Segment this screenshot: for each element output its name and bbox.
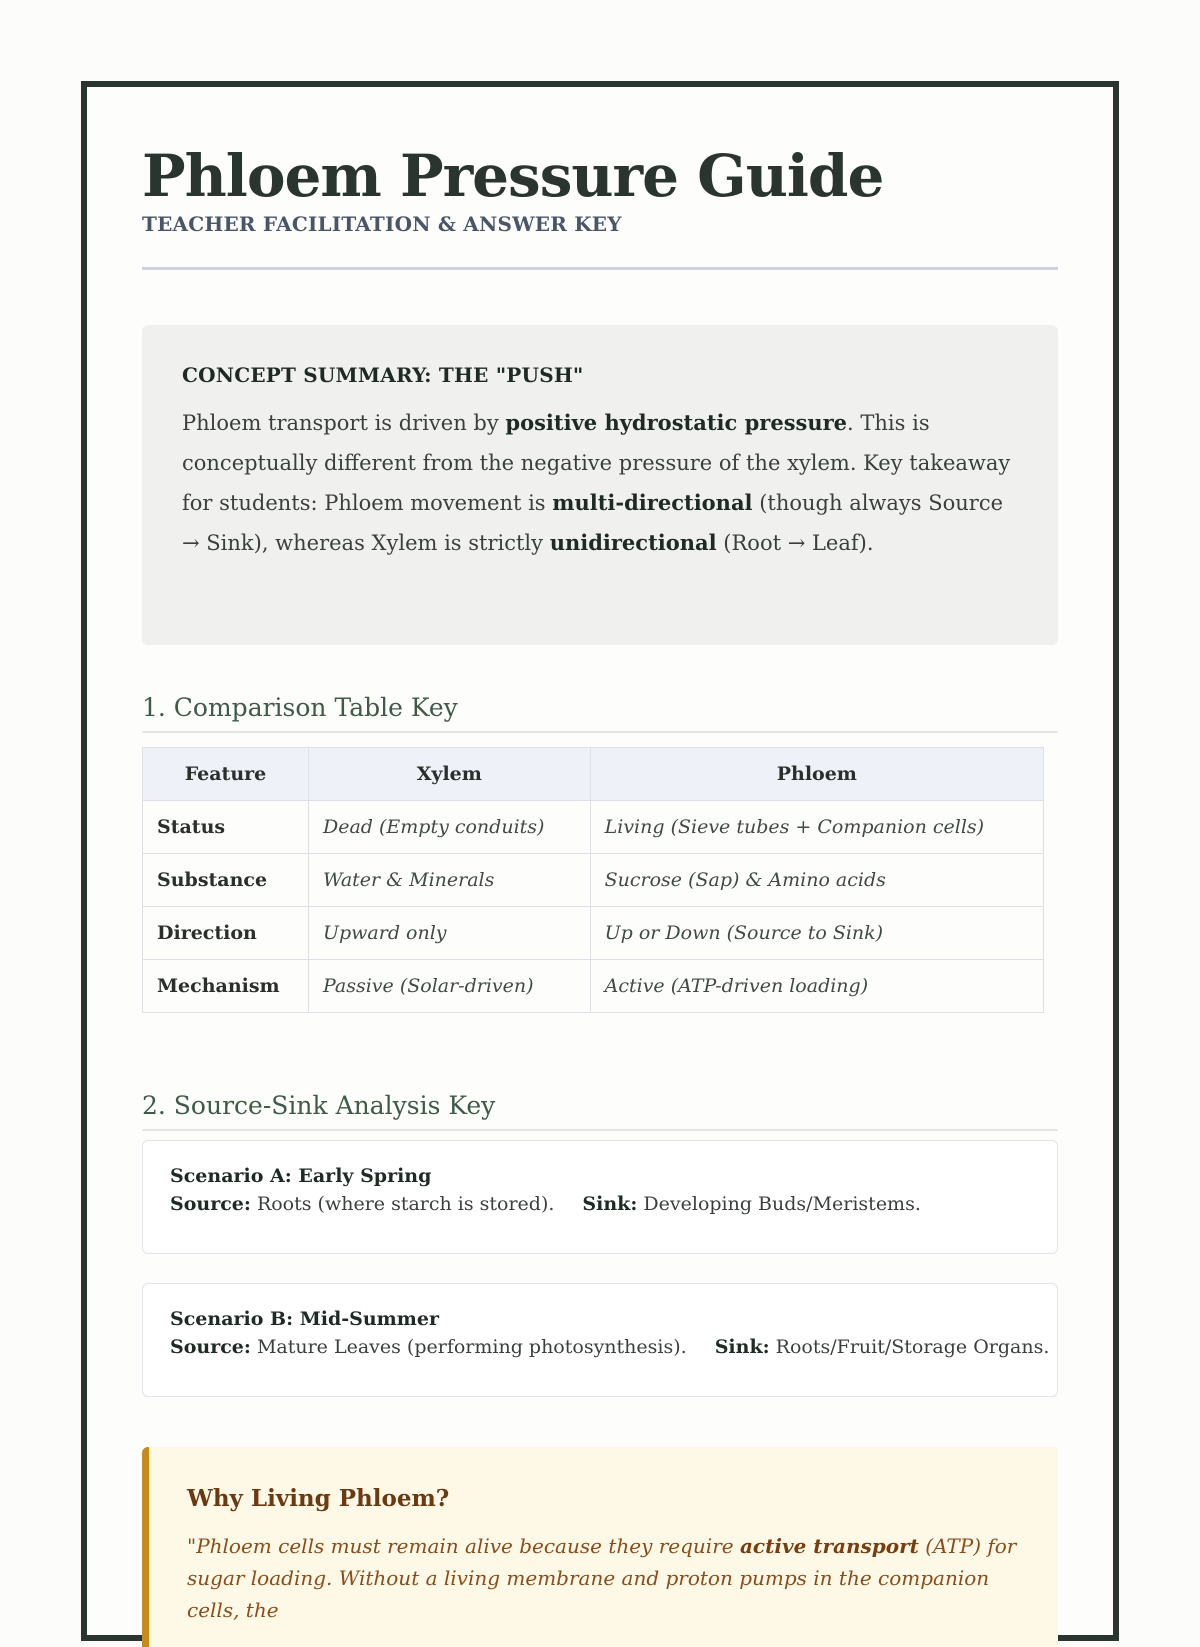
- sink-label: Sink:: [714, 1336, 770, 1358]
- header-feature: Feature: [143, 748, 309, 801]
- row-feature: Direction: [143, 907, 309, 960]
- summary-text-2: . This is conceptually different from the negative pressure of the xylem. Key takeaway for students: Phloem movement is: [182, 411, 1011, 515]
- table-header-row: [143, 748, 1044, 801]
- table-row: [143, 960, 1044, 1013]
- callout-heading: Why Living Phloem?: [187, 1485, 450, 1512]
- why-living-phloem-callout: [142, 1447, 1058, 1647]
- scenario-heading: Scenario B: Mid-Summer: [170, 1308, 439, 1330]
- row-xylem: Upward only: [308, 907, 590, 960]
- table-row: [143, 801, 1044, 854]
- concept-summary-box: [142, 325, 1058, 645]
- sink-value: Developing Buds/Meristems.: [643, 1193, 921, 1215]
- table-row: [143, 907, 1044, 960]
- row-xylem: Dead (Empty conduits): [308, 801, 590, 854]
- summary-bold-2: multi-directional: [552, 490, 753, 515]
- summary-text-4: (Root → Leaf).: [716, 531, 874, 555]
- scenario-line: [170, 1193, 1030, 1215]
- row-feature: Mechanism: [143, 960, 309, 1013]
- callout-text: [187, 1530, 1020, 1626]
- concept-summary-text: [182, 403, 1018, 563]
- page-title: Phloem Pressure Guide: [142, 142, 884, 210]
- summary-bold-1: positive hydrostatic pressure: [505, 410, 848, 435]
- summary-bold-3: unidirectional: [549, 530, 717, 555]
- page-subtitle: TEACHER FACILITATION & ANSWER KEY: [142, 212, 622, 236]
- header-divider: [142, 267, 1058, 270]
- row-feature: Substance: [143, 854, 309, 907]
- header-phloem: Phloem: [590, 748, 1043, 801]
- source-value: Roots (where starch is stored).: [256, 1193, 555, 1215]
- row-phloem: Up or Down (Source to Sink): [590, 907, 1043, 960]
- callout-bold-1: active transport: [739, 1534, 919, 1558]
- source-label: Source:: [170, 1193, 251, 1215]
- row-phloem: Living (Sieve tubes + Companion cells): [590, 801, 1043, 854]
- source-value: Mature Leaves (performing photosynthesis).: [256, 1336, 687, 1358]
- row-xylem: Water & Minerals: [308, 854, 590, 907]
- concept-summary-heading: CONCEPT SUMMARY: THE "PUSH": [182, 363, 584, 387]
- analysis-section-title: 2. Source-Sink Analysis Key: [142, 1091, 1058, 1131]
- comparison-table: [142, 747, 1044, 1013]
- summary-text-1: Phloem transport is driven by: [182, 411, 506, 435]
- scenario-card-a: [142, 1140, 1058, 1254]
- callout-text-2: (ATP) for sugar loading. Without a living membrane and proton pumps in the companion cells, the: [187, 1534, 1017, 1622]
- row-feature: Status: [143, 801, 309, 854]
- sink-label: Sink:: [582, 1193, 638, 1215]
- document-page: [81, 81, 1119, 1641]
- scenario-card-b: [142, 1283, 1058, 1397]
- row-phloem: Sucrose (Sap) & Amino acids: [590, 854, 1043, 907]
- table-row: [143, 854, 1044, 907]
- header-xylem: Xylem: [308, 748, 590, 801]
- callout-text-1: "Phloem cells must remain alive because they require: [187, 1534, 740, 1558]
- row-phloem: Active (ATP-driven loading): [590, 960, 1043, 1013]
- summary-text-3: (though always Source → Sink), whereas Xylem is strictly: [182, 491, 1004, 555]
- row-xylem: Passive (Solar-driven): [308, 960, 590, 1013]
- scenario-heading: Scenario A: Early Spring: [170, 1165, 432, 1187]
- source-label: Source:: [170, 1336, 251, 1358]
- scenario-line: [170, 1336, 1050, 1358]
- comparison-section-title: 1. Comparison Table Key: [142, 693, 1058, 733]
- sink-value: Roots/Fruit/Storage Organs.: [775, 1336, 1050, 1358]
